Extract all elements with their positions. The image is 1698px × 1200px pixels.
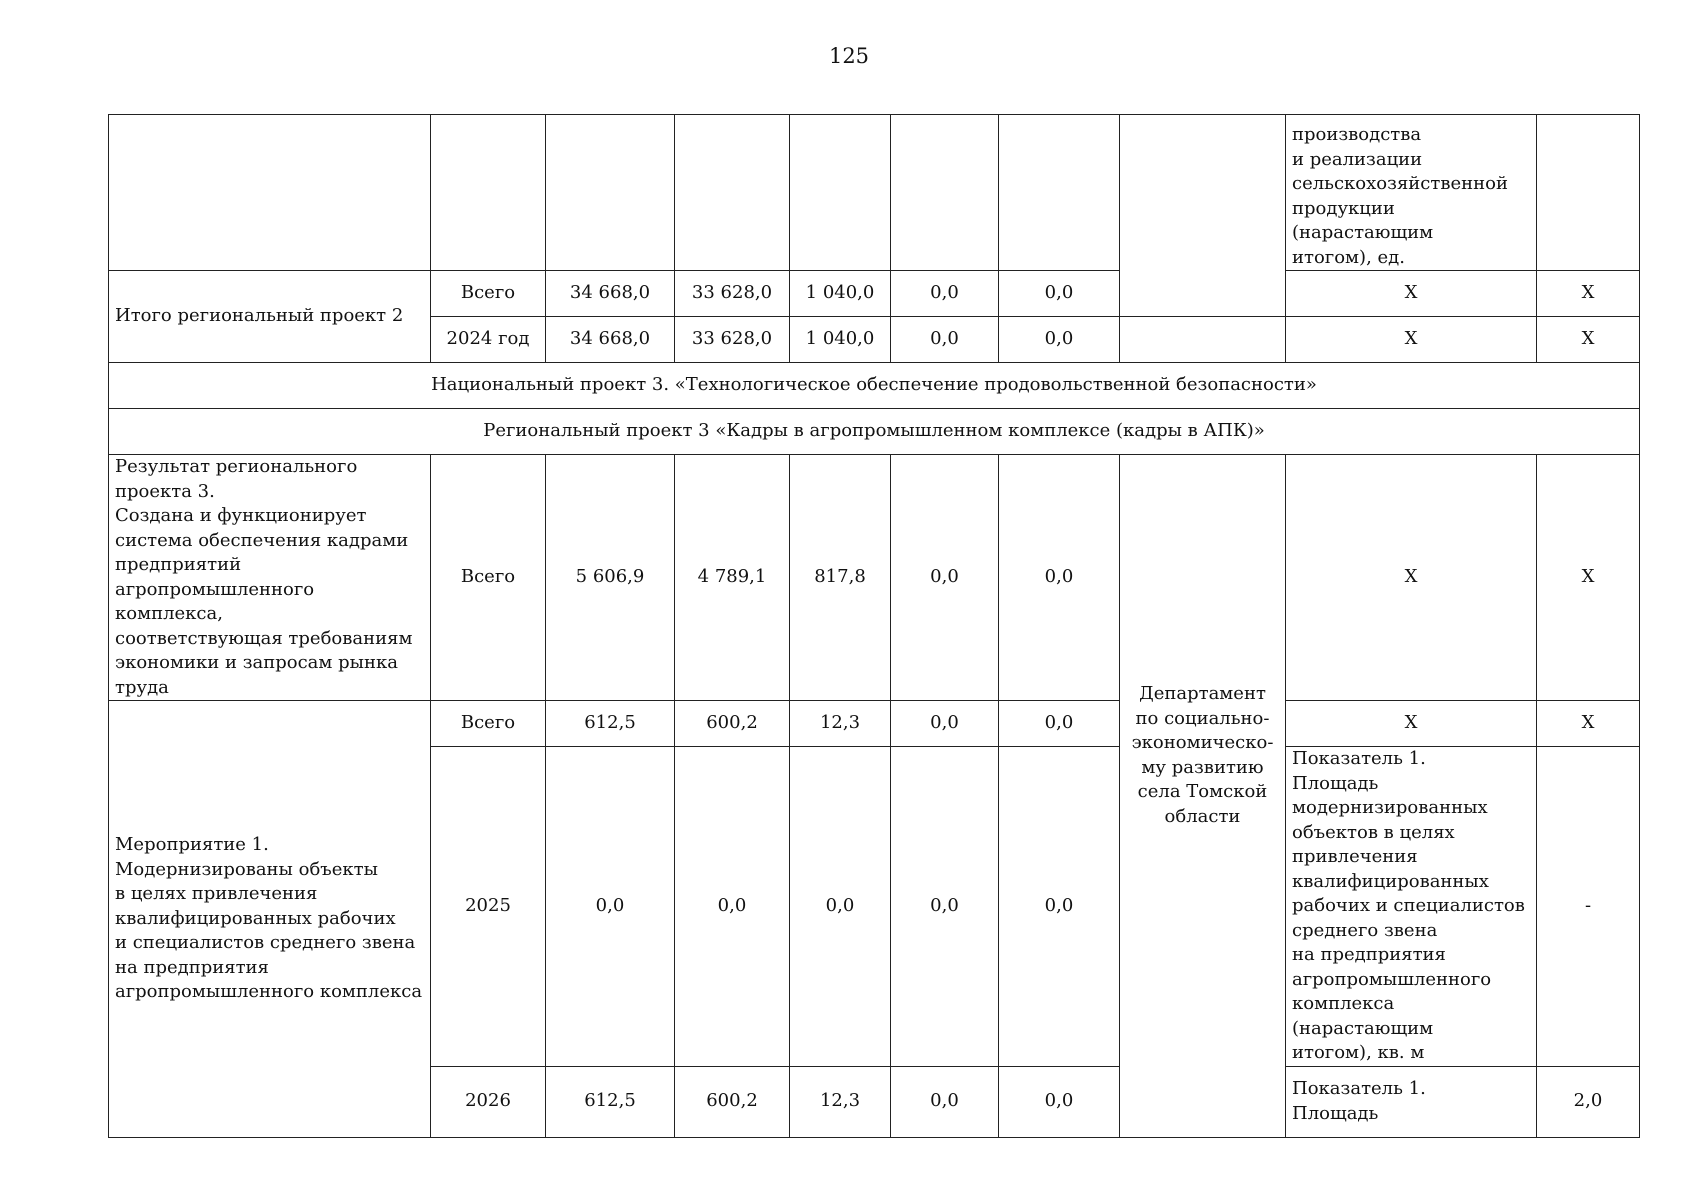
department-text: Департамент по социально- экономическо- му развитию села Томской области bbox=[1131, 683, 1274, 827]
local-budget-cell: 0,0 bbox=[891, 1066, 999, 1137]
indicator-cell: Х bbox=[1286, 317, 1537, 363]
regional-budget-cell: 12,3 bbox=[790, 1066, 891, 1137]
table-row bbox=[109, 271, 1640, 317]
empty-cell bbox=[431, 115, 546, 271]
measure-1-label: Мероприятие 1. Модернизированы объекты в целях привлечения квалифицированных рабочих и специалистов среднего звена на предприятия агропромышленного комплекса bbox=[109, 701, 431, 1138]
total-cell: 612,5 bbox=[546, 701, 675, 747]
table-row bbox=[109, 115, 1640, 271]
value-cell: Х bbox=[1537, 271, 1640, 317]
national-project-header: Национальный проект 3. «Технологическое обеспечение продовольственной безопасности» bbox=[109, 363, 1640, 409]
table-row bbox=[109, 701, 1640, 747]
indicator-continuation: производства и реализации сельскохозяйственной продукции (нарастающим итогом), ед. bbox=[1286, 115, 1537, 271]
value-cell: Х bbox=[1537, 701, 1640, 747]
local-budget-cell: 0,0 bbox=[891, 271, 999, 317]
total-cell: 5 606,9 bbox=[546, 455, 675, 701]
federal-budget-cell: 600,2 bbox=[675, 701, 790, 747]
period-cell: Всего bbox=[431, 271, 546, 317]
regional-budget-cell: 1 040,0 bbox=[790, 317, 891, 363]
empty-cell bbox=[790, 115, 891, 271]
extra-budget-cell: 0,0 bbox=[999, 747, 1120, 1067]
local-budget-cell: 0,0 bbox=[891, 455, 999, 701]
page-number: 125 bbox=[828, 44, 870, 68]
regional-budget-cell: 0,0 bbox=[790, 747, 891, 1067]
period-cell: 2026 bbox=[431, 1066, 546, 1137]
extra-budget-cell: 0,0 bbox=[999, 271, 1120, 317]
value-cell: Х bbox=[1537, 455, 1640, 701]
department-cell-empty bbox=[1120, 115, 1286, 317]
federal-budget-cell: 4 789,1 bbox=[675, 455, 790, 701]
empty-cell bbox=[675, 115, 790, 271]
federal-budget-cell: 0,0 bbox=[675, 747, 790, 1067]
total-cell: 34 668,0 bbox=[546, 317, 675, 363]
empty-cell bbox=[109, 115, 431, 271]
indicator-cell: Показатель 1. Площадь модернизированных объектов в целях привлечения квалифицированных рабочих и специалистов среднего звена на предприятия агропромышленного комплекса (нарастающим итогом), кв. м bbox=[1286, 747, 1537, 1067]
regional-budget-cell: 12,3 bbox=[790, 701, 891, 747]
total-rp2-label: Итого региональный проект 2 bbox=[109, 271, 431, 363]
empty-cell bbox=[1537, 115, 1640, 271]
value-cell: Х bbox=[1537, 317, 1640, 363]
total-cell: 0,0 bbox=[546, 747, 675, 1067]
budget-table bbox=[108, 114, 1640, 1138]
period-cell: 2025 bbox=[431, 747, 546, 1067]
extra-budget-cell: 0,0 bbox=[999, 701, 1120, 747]
table-row bbox=[109, 363, 1640, 409]
empty-cell bbox=[546, 115, 675, 271]
local-budget-cell: 0,0 bbox=[891, 317, 999, 363]
regional-budget-cell: 1 040,0 bbox=[790, 271, 891, 317]
extra-budget-cell: 0,0 bbox=[999, 1066, 1120, 1137]
period-cell: 2024 год bbox=[431, 317, 546, 363]
value-cell: - bbox=[1537, 747, 1640, 1067]
period-cell: Всего bbox=[431, 701, 546, 747]
table-row bbox=[109, 409, 1640, 455]
regional-project-header: Региональный проект 3 «Кадры в агропромышленном комплексе (кадры в АПК)» bbox=[109, 409, 1640, 455]
local-budget-cell: 0,0 bbox=[891, 747, 999, 1067]
indicator-cell: Х bbox=[1286, 701, 1537, 747]
local-budget-cell: 0,0 bbox=[891, 701, 999, 747]
total-cell: 34 668,0 bbox=[546, 271, 675, 317]
extra-budget-cell: 0,0 bbox=[999, 455, 1120, 701]
result-rp3-label: Результат регионального проекта 3. Создана и функционирует система обеспечения кадрами предприятий агропромышленного комплекса, соответствующая требованиям экономики и запросам рынка труда bbox=[109, 455, 431, 701]
federal-budget-cell: 33 628,0 bbox=[675, 317, 790, 363]
period-cell: Всего bbox=[431, 455, 546, 701]
indicator-cell: Х bbox=[1286, 455, 1537, 701]
empty-cell bbox=[891, 115, 999, 271]
department-cell-empty bbox=[1120, 317, 1286, 363]
indicator-cell: Х bbox=[1286, 271, 1537, 317]
department-cell bbox=[1120, 455, 1286, 1138]
table-row bbox=[109, 455, 1640, 701]
value-cell: 2,0 bbox=[1537, 1066, 1640, 1137]
indicator-cell: Показатель 1. Площадь bbox=[1286, 1066, 1537, 1137]
empty-cell bbox=[999, 115, 1120, 271]
federal-budget-cell: 33 628,0 bbox=[675, 271, 790, 317]
total-cell: 612,5 bbox=[546, 1066, 675, 1137]
regional-budget-cell: 817,8 bbox=[790, 455, 891, 701]
extra-budget-cell: 0,0 bbox=[999, 317, 1120, 363]
federal-budget-cell: 600,2 bbox=[675, 1066, 790, 1137]
